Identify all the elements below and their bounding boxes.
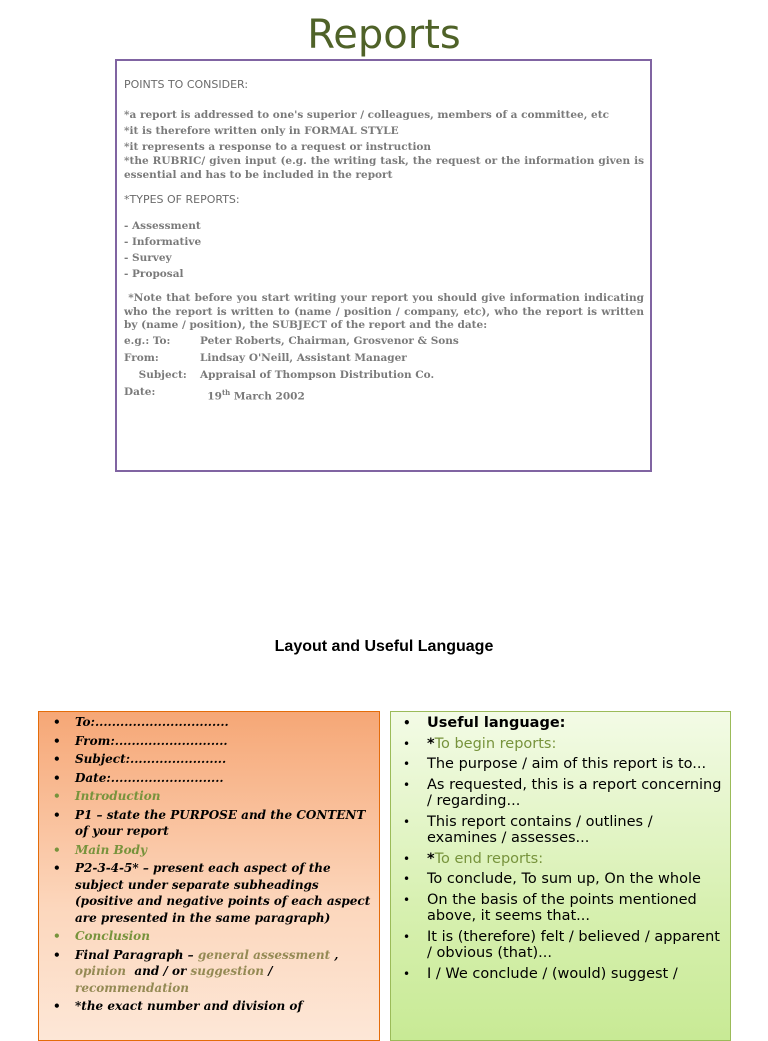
useful-language-heading: • Useful language: [397, 715, 724, 732]
example-from-label: From: [124, 351, 159, 364]
example-subject-label: Subject: [124, 368, 187, 381]
point-item: *it is therefore written only in FORMAL STYLE [124, 125, 399, 137]
points-heading: POINTS TO CONSIDER: [124, 78, 249, 91]
section-subtitle: Layout and Useful Language [274, 638, 494, 655]
final-comma: , [330, 947, 339, 962]
begin-reports-label [397, 736, 724, 753]
begin-star: * [427, 735, 435, 752]
layout-item-main-body: • Main Body [45, 842, 373, 859]
language-item: • As requested, this is a report concerning / regarding... [397, 777, 724, 810]
final-recommendation: recommendation [75, 980, 190, 995]
point-item: *a report is addressed to one's superior / colleagues, members of a committee, etc [124, 109, 609, 121]
end-star: * [427, 850, 435, 867]
layout-item-final-paragraph [45, 947, 373, 997]
report-type-item: - Informative [124, 236, 202, 248]
example-date-value: 19th March 2002 [200, 387, 305, 402]
layout-item: • To:................................ [45, 714, 373, 731]
note-paragraph: *Note that before you start writing your report you should give information indicating who the report is written to (name / position / company, etc), who the report is written by (name / position), the SUBJECT of the report and the date: [124, 292, 648, 331]
layout-item: • Date:........................... [45, 770, 373, 787]
example-header [124, 333, 644, 406]
example-to-value: Peter Roberts, Chairman, Grosvenor & Sons [200, 334, 459, 347]
final-suggestion: suggestion [190, 964, 264, 978]
report-type-item: - Survey [124, 252, 172, 264]
final-paragraph-label: Final Paragraph – [75, 947, 198, 962]
language-item: • It is (therefore) felt / believed / apparent / obvious (that)... [397, 929, 724, 962]
language-item: • This report contains / outlines / examines / assesses... [397, 814, 724, 847]
language-item: • I / We conclude / (would) suggest / [397, 966, 724, 983]
example-date-label: Date: [124, 385, 156, 398]
types-heading: *TYPES OF REPORTS: [124, 193, 240, 206]
layout-item: • From:........................... [45, 733, 373, 750]
layout-item-introduction: • Introduction [45, 788, 373, 805]
example-from-value: Lindsay O'Neill, Assistant Manager [200, 351, 407, 364]
layout-item: • Subject:....................... [45, 751, 373, 768]
example-to-label: e.g.: To: [124, 334, 171, 347]
language-item: • The purpose / aim of this report is to... [397, 756, 724, 773]
layout-item: • *the exact number and division of [45, 998, 373, 1015]
report-type-item: - Proposal [124, 268, 184, 280]
layout-item: • P2-3-4-5* – present each aspect of the subject under separate subheadings (positive and negative points of each aspect are presented in the same paragraph) [45, 860, 373, 926]
language-item: • On the basis of the points mentioned above, it seems that... [397, 892, 724, 925]
end-label: To end reports: [434, 850, 544, 867]
example-subject-value: Appraisal of Thompson Distribution Co. [200, 368, 435, 381]
layout-item: • P1 – state the PURPOSE and the CONTENT of your report [45, 807, 373, 840]
final-opinion: opinion [75, 964, 126, 978]
begin-label: To begin reports: [434, 735, 557, 752]
layout-box [38, 711, 380, 1041]
language-item: • To conclude, To sum up, On the whole [397, 871, 724, 888]
useful-language-box [390, 711, 731, 1041]
point-item: *the RUBRIC/ given input (e.g. the writing task, the request or the information given is essential and has to be included in the report [124, 155, 644, 181]
points-to-consider-box [115, 59, 652, 472]
report-type-item: - Assessment [124, 220, 201, 232]
final-and-or: and / or [125, 964, 191, 978]
page-title: Reports [307, 12, 461, 58]
end-reports-label [397, 851, 724, 868]
final-general-assessment: general assessment [197, 947, 331, 962]
layout-item-conclusion: • Conclusion [45, 928, 373, 945]
final-slash: / [263, 964, 273, 978]
point-item: *it represents a response to a request or instruction [124, 141, 432, 153]
